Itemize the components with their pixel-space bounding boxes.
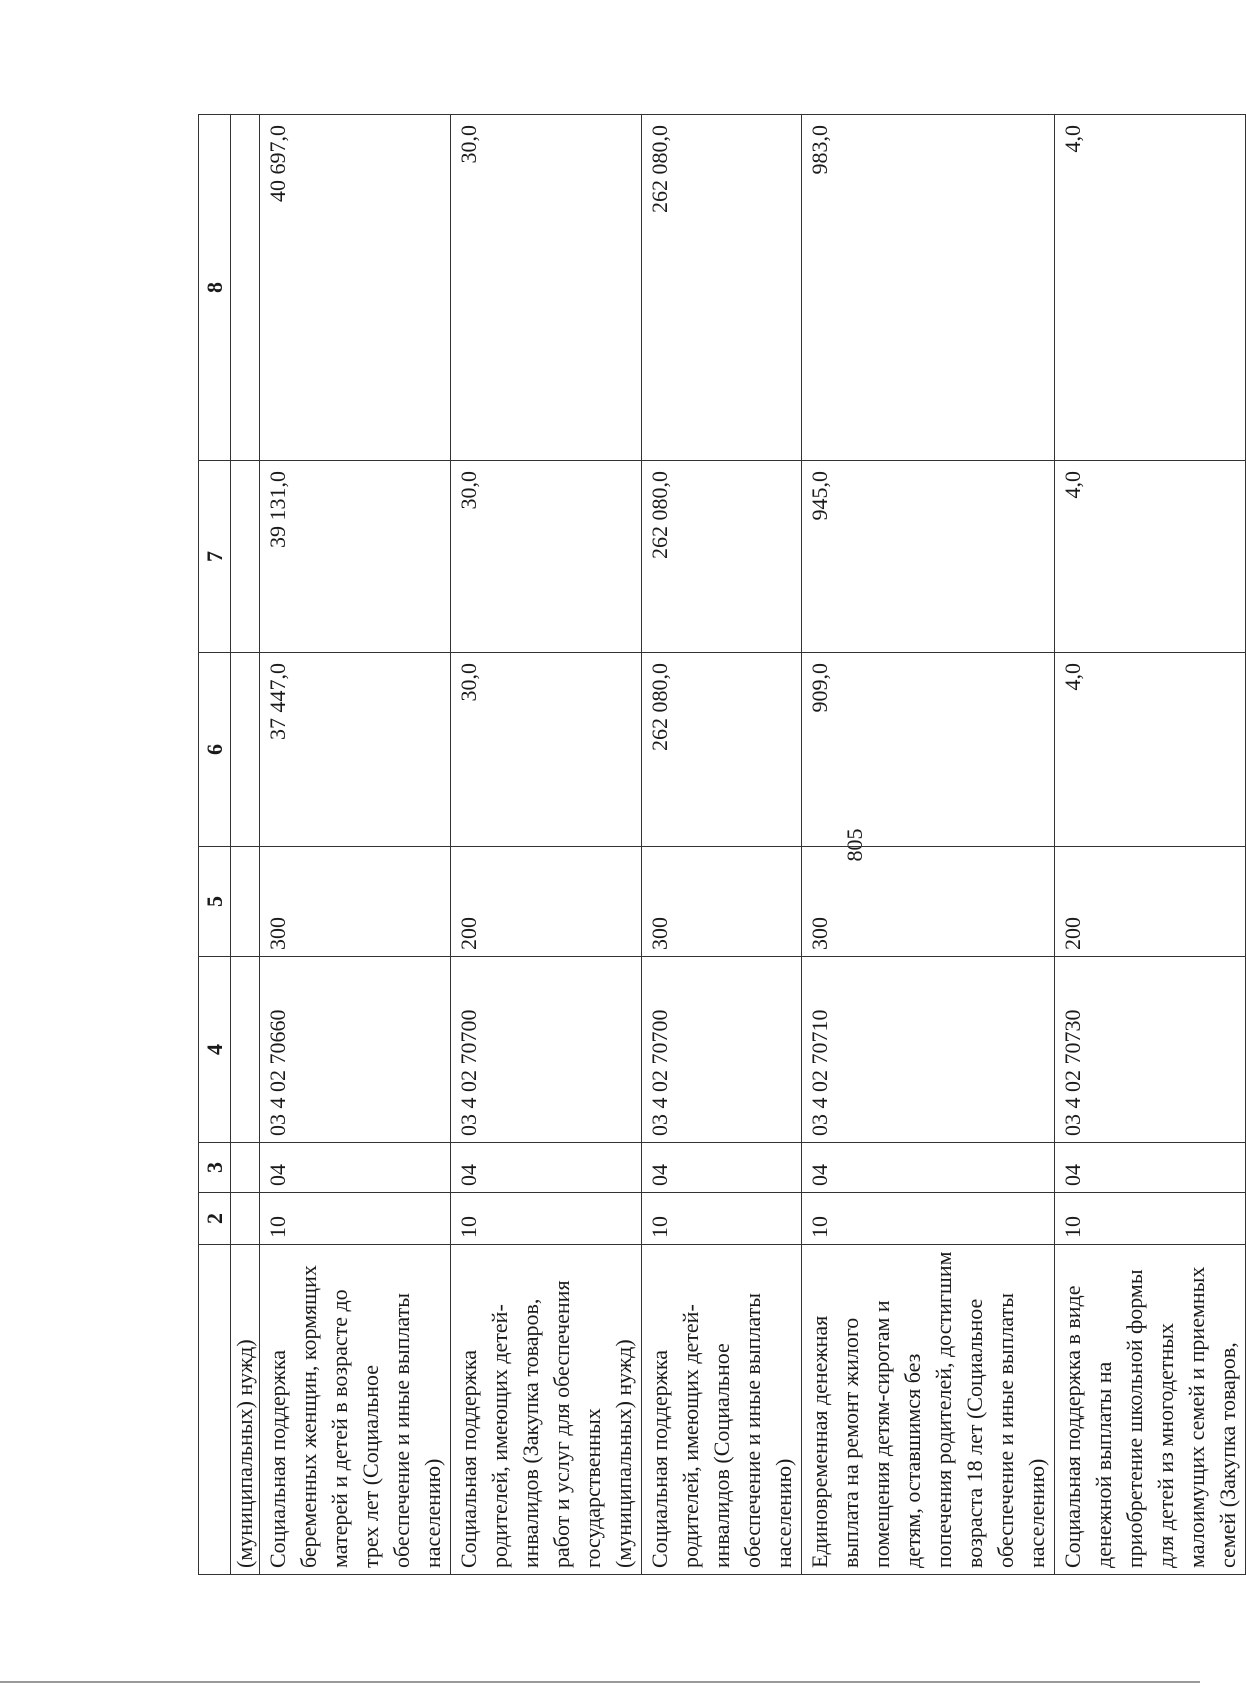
table-row [451,115,642,1575]
amount-col-8: 983,0 [802,115,1055,461]
empty-cell [231,461,260,653]
budget-table [198,114,1246,1575]
subsection-code: 04 [1055,1143,1246,1193]
amount-col-6: 30,0 [451,653,642,847]
table-row [802,115,1055,1575]
amount-col-7: 945,0 [802,461,1055,653]
subsection-code: 04 [451,1143,642,1193]
row-name: Социальная поддержка родителей, имеющих детей-инвалидов (Закупка товаров, работ и услуг для обеспечения государственных (муниципальных) нужд) [451,1245,642,1575]
section-code: 10 [1055,1193,1246,1245]
amount-col-8: 30,0 [451,115,642,461]
amount-col-8: 40 697,0 [260,115,451,461]
table-header-row [199,115,231,1575]
amount-col-7: 39 131,0 [260,461,451,653]
amount-col-8: 4,0 [1055,115,1246,461]
amount-col-8: 262 080,0 [642,115,802,461]
empty-cell [231,115,260,461]
subsection-code: 04 [642,1143,802,1193]
expense-type-code: 300 [260,847,451,957]
subsection-code: 04 [260,1143,451,1193]
header-cell-2: 2 [199,1193,231,1245]
table-row [642,115,802,1575]
amount-col-6: 4,0 [1055,653,1246,847]
expense-type-code: 200 [451,847,642,957]
row-name: Социальная поддержка беременных женщин, кормящих матерей и детей в возрасте до трех лет (Социальное обеспечение и иные выплаты населению) [260,1245,451,1575]
amount-col-6: 909,0 [802,653,1055,847]
empty-cell [231,1143,260,1193]
rotated-table-container [198,115,1240,1575]
amount-col-7: 30,0 [451,461,642,653]
header-cell-6: 6 [199,653,231,847]
subsection-code: 04 [802,1143,1055,1193]
table-row [260,115,451,1575]
row-name: Единовременная денежная выплата на ремонт жилого помещения детям-сиротам и детям, оставшимся без попечения родителей, достигшим возраста 18 лет (Социальное обеспечение и иные выплаты населению) [802,1245,1055,1575]
header-cell-8: 8 [199,115,231,461]
continuation-text: (муниципальных) нужд) [231,1245,260,1575]
rotated-table-inner [198,115,1240,1575]
empty-cell [231,1193,260,1245]
amount-col-6: 262 080,0 [642,653,802,847]
amount-col-7: 262 080,0 [642,461,802,653]
target-article-code: 03 4 02 70730 [1055,957,1246,1143]
empty-cell [231,653,260,847]
amount-col-7: 4,0 [1055,461,1246,653]
header-cell-3: 3 [199,1143,231,1193]
target-article-code: 03 4 02 70660 [260,957,451,1143]
target-article-code: 03 4 02 70700 [451,957,642,1143]
section-code: 10 [802,1193,1055,1245]
header-cell-7: 7 [199,461,231,653]
target-article-code: 03 4 02 70710 [802,957,1055,1143]
row-name: Социальная поддержка родителей, имеющих детей-инвалидов (Социальное обеспечение и иные выплаты населению) [642,1245,802,1575]
amount-col-6: 37 447,0 [260,653,451,847]
section-code: 10 [451,1193,642,1245]
section-code: 10 [642,1193,802,1245]
expense-type-code: 300 [802,847,1055,957]
section-code: 10 [260,1193,451,1245]
empty-cell [231,957,260,1143]
scan-edge-line [0,1681,1200,1683]
table-row [1055,115,1246,1575]
expense-type-code: 200 [1055,847,1246,957]
expense-type-code: 300 [642,847,802,957]
row-name: Социальная поддержка в виде денежной выплаты на приобретение школьной формы для детей из многодетных малоимущих семей и приемных семей (Закупка товаров, [1055,1245,1246,1575]
header-cell-4: 4 [199,957,231,1143]
target-article-code: 03 4 02 70700 [642,957,802,1143]
empty-cell [231,847,260,957]
header-cell-1 [199,1245,231,1575]
header-cell-5: 5 [199,847,231,957]
page-number: 805 [842,828,867,862]
table-row-continuation [231,115,260,1575]
